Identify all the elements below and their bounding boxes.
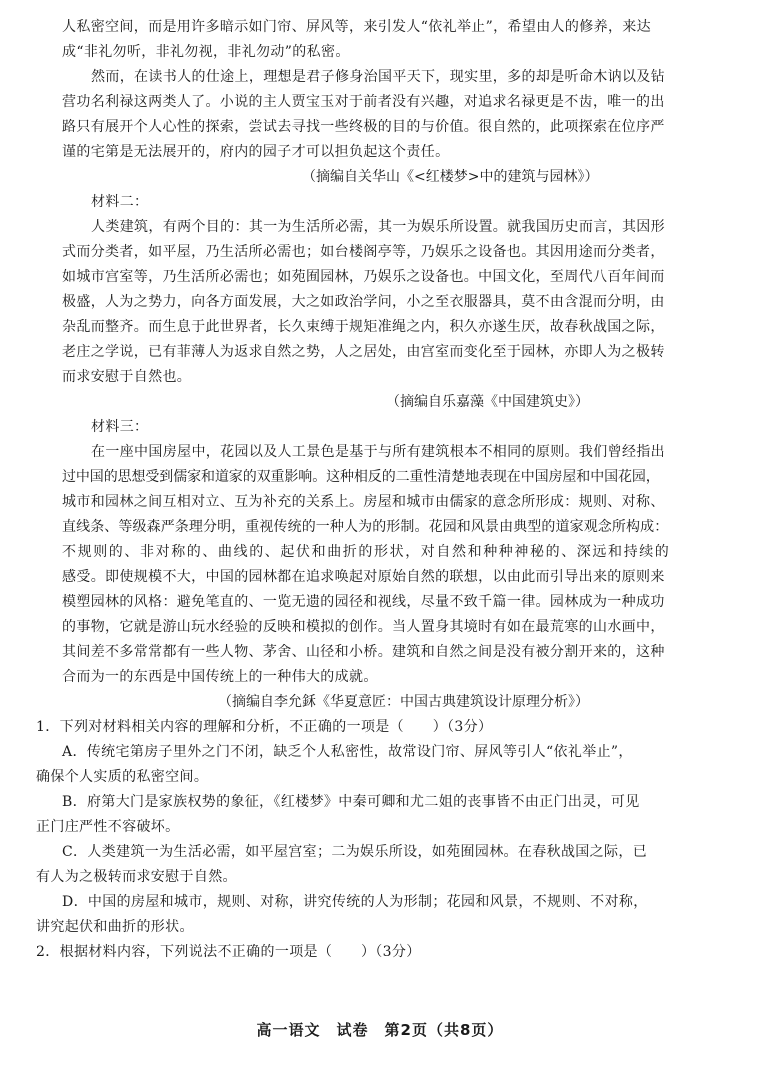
section-heading: 材料二： [91, 194, 149, 210]
paragraph-line: 极盛，人为之势力，向各方面发展，大之如政治学问，小之至衣服器具，莫不由含混而分明，由 [62, 294, 665, 310]
citation: （摘编自关华山《<红楼梦>中的建筑与园林》） [302, 169, 599, 185]
paragraph-line: 如城市宫室等，乃生活所必需也；如苑囿园林，乃娱乐之设备也。中国文化，至周代八百年间而 [62, 269, 665, 285]
paragraph-line: 模塑园林的风格：避免笔直的、一览无遗的园径和视线，尽量不致千篇一律。园林成为一种成功 [62, 594, 665, 610]
option-d-line[interactable]: D．中国的房屋和城市，规则、对称，讲究传统的人为形制；花园和风景，不规则、不对称， [62, 894, 648, 910]
paragraph-line: 直线条、等级森严条理分明，重视传统的一种人为的形制。花园和风景由典型的道家观念所构成： [62, 519, 669, 535]
paragraph-line: 式而分类者，如平屋，乃生活所必需也；如台楼阁亭等，乃娱乐之设备也。其因用途而分类者， [62, 244, 665, 260]
paragraph-line: 人类建筑，有两个目的：其一为生活所必需，其一为娱乐所设置。就我国历史而言，其因形 [91, 219, 665, 235]
option-a-line[interactable]: 确保个人实质的私密空间。 [36, 769, 209, 785]
option-a-line[interactable]: A．传统宅第房子里外之门不闭，缺乏个人私密性，故常设门帘、屏风等引人“依礼举止”， [62, 744, 633, 760]
paragraph-line: 不规则的、非对称的、曲线的、起伏和曲折的形状，对自然和种种神秘的、深远和持续的 [62, 544, 671, 560]
paragraph-line: 城市和园林之间互相对立、互为补充的关系上。房屋和城市由儒家的意念所形成：规则、对称、 [62, 494, 665, 510]
paragraph-line: 在一座中国房屋中，花园以及人工景色是基于与所有建筑根本不相同的原则。我们曾经指出 [91, 444, 665, 460]
paragraph-line: 过中国的思想受到儒家和道家的双重影响。这种相反的二重性清楚地表现在中国房屋和中国花园， [62, 469, 660, 485]
paragraph-line: 路只有展开个人心性的探索，尝试去寻找一些终极的目的与价值。很自然的，此项探索在位序严 [62, 119, 665, 135]
paragraph-line: 营功名利禄这两类人了。小说的主人贾宝玉对于前者没有兴趣，对追求名禄更是不齿，唯一的出 [62, 94, 665, 110]
paragraph-line: 其间差不多常常都有一些人物、茅舍、山径和小桥。建筑和自然之间是没有被分割开来的，这种 [62, 644, 665, 660]
citation: （摘编自李允鉌《华夏意匠：中国古典建筑设计原理分析》） [218, 694, 589, 710]
paragraph-line: 杂乱而整齐。而生息于此世界者，长久束缚于规矩准绳之内，积久亦遂生厌，故春秋战国之际， [62, 319, 665, 335]
paragraph-line: 合而为一的东西是中国传统上的一种伟大的成就。 [62, 669, 378, 685]
paragraph-line: 而求安慰于自然也。 [62, 369, 192, 385]
paragraph-line: 然而，在读书人的仕途上，理想是君子修身治国平天下，现实里，多的却是听命木讷以及钻 [91, 69, 665, 85]
paragraph-line: 谨的宅第是无法展开的，府内的园子才可以担负起这个责任。 [62, 144, 450, 160]
page-footer: 高一语文 试卷 第2页（共8页） [256, 1021, 504, 1039]
option-c-line[interactable]: C．人类建筑一为生活必需，如平屋宫室；二为娱乐所设，如苑囿园林。在春秋战国之际，已 [62, 844, 648, 860]
option-d-line[interactable]: 讲究起伏和曲折的形状。 [36, 919, 194, 935]
question-stem: 1．下列对材料相关内容的理解和分析，不正确的一项是（ ）（3分） [36, 719, 493, 735]
question-stem: 2．根据材料内容，下列说法不正确的一项是（ ）（3分） [36, 944, 421, 960]
paragraph-line: 感受。即使规模不大，中国的园林都在追求唤起对原始自然的联想，以由此而引导出来的原则来 [62, 569, 665, 585]
paragraph-line: 的事物，它就是游山玩水经验的反映和模拟的创作。当人置身其境时有如在最荒寒的山水画中， [62, 619, 665, 635]
option-b-line[interactable]: B．府第大门是家族权势的象征，《红楼梦》中秦可卿和尤二姐的丧事皆不由正门出灵，可见 [62, 794, 640, 810]
option-b-line[interactable]: 正门庄严性不容破坏。 [36, 819, 180, 835]
paragraph-line: 老庄之学说，已有菲薄人为返求自然之势，人之居处，由宫室而变化至于园林，亦即人为之极转 [62, 344, 665, 360]
paragraph-line: 成“非礼勿听，非礼勿视，非礼勿动”的私密。 [62, 44, 350, 60]
option-c-line[interactable]: 有人为之极转而求安慰于自然。 [36, 869, 237, 885]
citation: （摘编自乐嘉藻《中国建筑史》） [386, 394, 589, 410]
section-heading: 材料三： [91, 419, 149, 435]
paragraph-line: 人私密空间，而是用许多暗示如门帘、屏风等，来引发人“依礼举止”，希望由人的修养，来达 [62, 19, 652, 35]
